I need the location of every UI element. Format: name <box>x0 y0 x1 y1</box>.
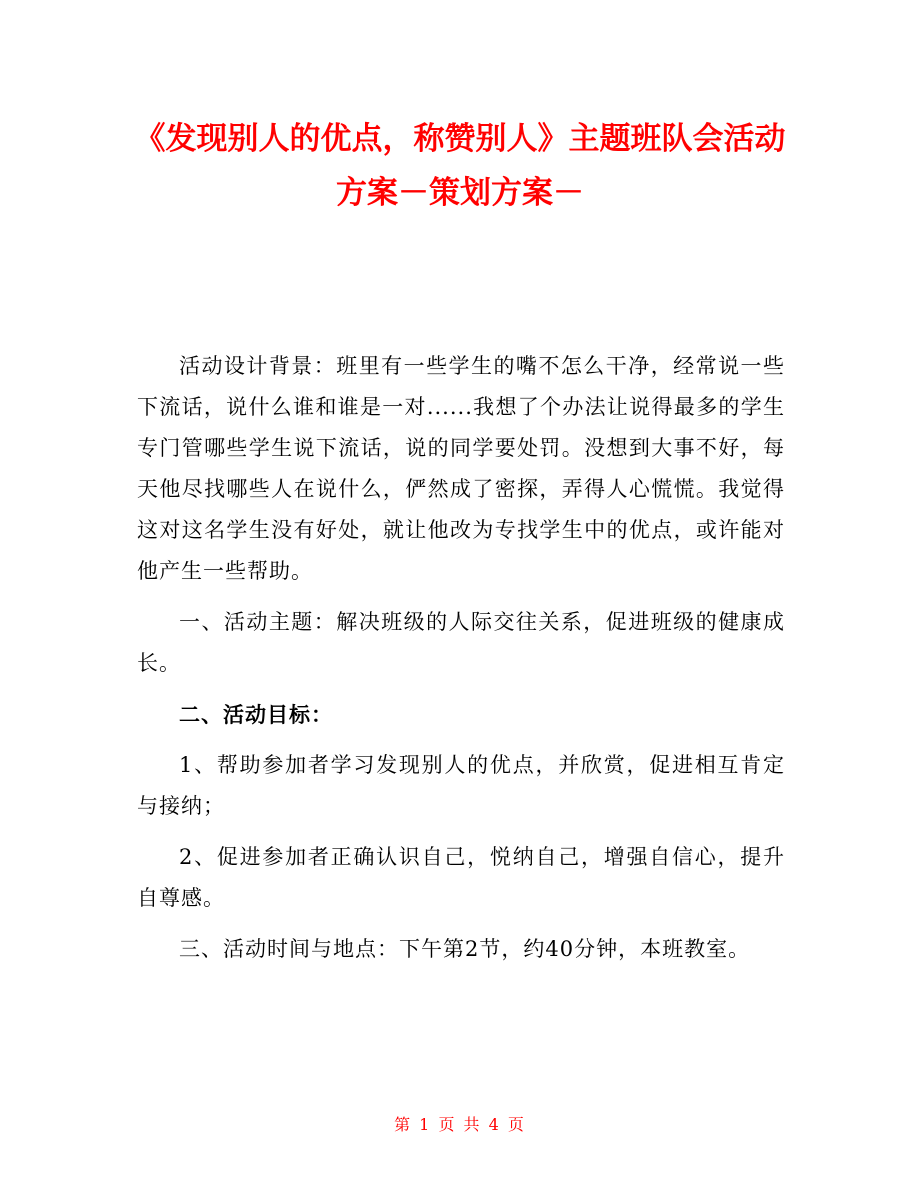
paragraph-activity-theme: 一、活动主题：解决班级的人际交往关系，促进班级的健康成长。 <box>137 610 785 675</box>
document-body <box>137 346 785 980</box>
heading-activity-goals: 二、活动目标： <box>179 702 333 727</box>
paragraph-background: 活动设计背景：班里有一些学生的嘴不怎么干净，经常说一些下流话，说什么谁和谁是一对......我想了个办法让说得最多的学生专门管哪些学生说下流话，说的同学要处罚。没想到大事不好，每天他尽找哪些人在说什么，俨然成了密探，弄得人心慌慌。我觉得这对这名学生没有好处，就让他改为专找学生中的优点，或许能对他产生一些帮助。 <box>137 354 785 583</box>
document-title: 《发现别人的优点，称赞别人》主题班队会活动方案－策划方案－ <box>134 121 786 211</box>
paragraph-goal-1: 1、帮助参加者学习发现别人的优点，并欣赏，促进相互肯定与接纳； <box>137 753 785 818</box>
page-number-footer: 第 1 页 共 4 页 <box>394 1115 526 1134</box>
paragraph-time-location: 三、活动时间与地点：下午第2节，约40分钟，本班教室。 <box>179 937 751 961</box>
paragraph-goal-2: 2、促进参加者正确认识自己，悦纳自己，增强自信心，提升自尊感。 <box>137 845 785 910</box>
